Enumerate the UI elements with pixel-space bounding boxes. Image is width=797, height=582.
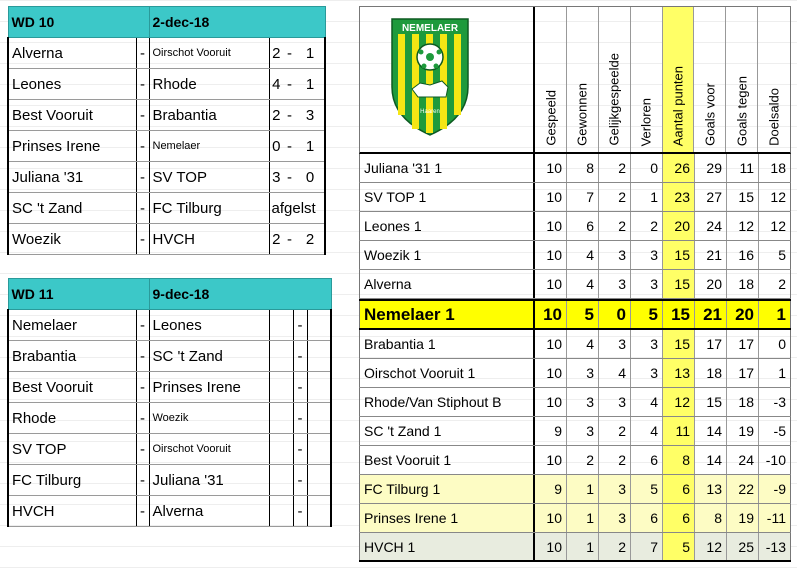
home-team: FC Tilburg: [8, 465, 136, 496]
away-team: Alverna: [149, 496, 269, 527]
away-score: 1: [296, 69, 325, 100]
stat-cell: 3: [567, 359, 599, 387]
home-score: [269, 341, 293, 372]
stat-cell: 3: [599, 475, 631, 503]
col-gewonnen: Gewonnen: [567, 7, 599, 152]
home-score: [269, 372, 293, 403]
stat-cell: 21: [695, 301, 727, 328]
stat-cell: 15: [663, 330, 695, 358]
match-row: [8, 372, 331, 403]
stat-cell: 7: [631, 533, 663, 560]
stat-cell: 1: [567, 475, 599, 503]
stat-cell: 3: [599, 504, 631, 532]
nemelaer-logo: [390, 17, 470, 137]
away-score: [307, 341, 331, 372]
standings-row: [359, 330, 791, 359]
stat-cell: 10: [535, 359, 567, 387]
dash: -: [136, 193, 149, 224]
stat-cell: 5: [663, 533, 695, 560]
team-name: Nemelaer 1: [359, 301, 535, 328]
away-score: [307, 496, 331, 527]
away-score: [307, 465, 331, 496]
dash: -: [136, 434, 149, 465]
away-team: SV TOP: [149, 162, 269, 193]
dash: -: [136, 38, 149, 69]
match-row: [8, 310, 331, 341]
stat-cell: 4: [567, 241, 599, 269]
stat-cell: 10: [535, 241, 567, 269]
stat-cell: 2: [567, 446, 599, 474]
stat-cell: 18: [727, 270, 759, 298]
team-name: SV TOP 1: [359, 183, 535, 211]
svg-text:NEMELAER: NEMELAER: [401, 23, 459, 34]
away-score: 3: [296, 100, 325, 131]
stat-cell: 11: [663, 417, 695, 445]
standings-row: [359, 212, 791, 241]
stat-cell: 17: [695, 330, 727, 358]
stat-cell: 0: [759, 330, 791, 358]
stat-cell: 2: [599, 446, 631, 474]
stat-cell: 3: [567, 417, 599, 445]
home-team: HVCH: [8, 496, 136, 527]
stat-cell: 15: [663, 301, 695, 328]
score-dash: -: [293, 372, 307, 403]
stat-cell: 1: [759, 301, 791, 328]
stat-cell: -3: [759, 388, 791, 416]
dash: -: [136, 465, 149, 496]
standings-row: [359, 533, 791, 562]
wd11-date: 9-dec-18: [149, 279, 331, 310]
stat-cell: 10: [535, 446, 567, 474]
standings-row: [359, 504, 791, 533]
away-team: Oirschot Vooruit: [149, 38, 269, 69]
standings-row: [359, 299, 791, 330]
home-team: Nemelaer: [8, 310, 136, 341]
stat-cell: 10: [535, 183, 567, 211]
stat-cell: 9: [535, 475, 567, 503]
home-score: 3: [269, 162, 283, 193]
away-score: 0: [296, 162, 325, 193]
stat-cell: 3: [631, 270, 663, 298]
standings-row: [359, 241, 791, 270]
standings-row: [359, 475, 791, 504]
stat-cell: 1: [759, 359, 791, 387]
match-row: [8, 341, 331, 372]
stat-cell: 29: [695, 154, 727, 182]
stat-cell: 19: [727, 417, 759, 445]
score-dash: -: [283, 162, 296, 193]
score-dash: -: [293, 465, 307, 496]
home-team: Leones: [8, 69, 136, 100]
stat-cell: 1: [567, 533, 599, 560]
match-note: afgelst: [269, 193, 325, 224]
stat-cell: -10: [759, 446, 791, 474]
stat-cell: -9: [759, 475, 791, 503]
stat-cell: 2: [599, 417, 631, 445]
stat-cell: 17: [727, 330, 759, 358]
team-name: Prinses Irene 1: [359, 504, 535, 532]
standings-table: [359, 6, 791, 562]
dash: -: [136, 224, 149, 255]
wd11-header: [8, 279, 331, 310]
club-logo-cell: [360, 7, 535, 152]
wd11-table: [7, 278, 332, 527]
away-score: 2: [296, 224, 325, 255]
score-dash: -: [293, 403, 307, 434]
stat-cell: 12: [695, 533, 727, 560]
stat-cell: 4: [567, 270, 599, 298]
match-row: [8, 69, 325, 100]
team-name: Woezik 1: [359, 241, 535, 269]
away-team: Leones: [149, 310, 269, 341]
stat-cell: 27: [695, 183, 727, 211]
away-score: [307, 403, 331, 434]
score-dash: -: [293, 434, 307, 465]
match-row: [8, 131, 325, 162]
home-score: [269, 403, 293, 434]
team-name: Best Vooruit 1: [359, 446, 535, 474]
stat-cell: 24: [727, 446, 759, 474]
score-dash: -: [283, 100, 296, 131]
standings-row: [359, 417, 791, 446]
stat-cell: 20: [663, 212, 695, 240]
away-team: FC Tilburg: [149, 193, 269, 224]
stat-cell: 18: [759, 154, 791, 182]
away-score: [307, 310, 331, 341]
match-row: [8, 100, 325, 131]
stat-cell: 18: [695, 359, 727, 387]
stat-cell: 0: [631, 154, 663, 182]
stat-cell: 1: [567, 504, 599, 532]
stat-cell: 4: [631, 388, 663, 416]
stat-cell: 23: [663, 183, 695, 211]
col-punten: Aantal punten: [663, 7, 695, 152]
stat-cell: 12: [663, 388, 695, 416]
stat-cell: -11: [759, 504, 791, 532]
stat-cell: 10: [535, 212, 567, 240]
away-team: Prinses Irene: [149, 372, 269, 403]
stat-cell: 5: [759, 241, 791, 269]
stat-cell: 10: [535, 154, 567, 182]
home-score: 0: [269, 131, 283, 162]
svg-text:Haaren: Haaren: [420, 109, 440, 115]
away-team: Brabantia: [149, 100, 269, 131]
home-team: Alverna: [8, 38, 136, 69]
away-score: [307, 434, 331, 465]
col-goals-voor: Goals voor: [694, 7, 726, 152]
home-team: Juliana '31: [8, 162, 136, 193]
stat-cell: 14: [695, 446, 727, 474]
score-dash: -: [293, 310, 307, 341]
match-row: [8, 224, 325, 255]
team-name: SC 't Zand 1: [359, 417, 535, 445]
wd11-title: WD 11: [8, 279, 149, 310]
standings-row: [359, 388, 791, 417]
stat-cell: 15: [727, 183, 759, 211]
stat-cell: 2: [599, 154, 631, 182]
stat-cell: 8: [663, 446, 695, 474]
dash: -: [136, 496, 149, 527]
stat-cell: 2: [631, 212, 663, 240]
stat-cell: 25: [727, 533, 759, 560]
stat-cell: 7: [567, 183, 599, 211]
col-gespeeld: Gespeeld: [535, 7, 567, 152]
stat-cell: 3: [599, 241, 631, 269]
stat-cell: 6: [663, 504, 695, 532]
score-dash: -: [293, 496, 307, 527]
team-name: FC Tilburg 1: [359, 475, 535, 503]
away-score: [307, 372, 331, 403]
wd10-title: WD 10: [8, 7, 149, 38]
stat-cell: 4: [567, 330, 599, 358]
stat-cell: 15: [663, 241, 695, 269]
stat-cell: 14: [695, 417, 727, 445]
home-score: 2: [269, 224, 283, 255]
dash: -: [136, 403, 149, 434]
score-dash: -: [283, 131, 296, 162]
stat-cell: 5: [631, 475, 663, 503]
col-verloren: Verloren: [631, 7, 663, 152]
dash: -: [136, 69, 149, 100]
stat-cell: 16: [727, 241, 759, 269]
stat-cell: 10: [535, 533, 567, 560]
home-team: Prinses Irene: [8, 131, 136, 162]
score-dash: -: [293, 341, 307, 372]
score-dash: -: [283, 38, 296, 69]
col-goals-tegen: Goals tegen: [726, 7, 758, 152]
wd10-header: [8, 7, 325, 38]
away-team: HVCH: [149, 224, 269, 255]
stat-cell: 11: [727, 154, 759, 182]
stat-cell: 6: [567, 212, 599, 240]
dash: -: [136, 100, 149, 131]
stat-cell: 6: [631, 446, 663, 474]
wd10-date: 2-dec-18: [149, 7, 325, 38]
stat-cell: 3: [631, 359, 663, 387]
stat-cell: 3: [567, 388, 599, 416]
match-row: [8, 496, 331, 527]
stat-cell: 12: [727, 212, 759, 240]
dash: -: [136, 310, 149, 341]
home-team: Best Vooruit: [8, 372, 136, 403]
away-team: Oirschot Vooruit: [149, 434, 269, 465]
team-name: Alverna: [359, 270, 535, 298]
stat-cell: 10: [535, 270, 567, 298]
match-row: [8, 38, 325, 69]
team-name: Leones 1: [359, 212, 535, 240]
stat-cell: 10: [535, 504, 567, 532]
stat-cell: 24: [695, 212, 727, 240]
home-team: Rhode: [8, 403, 136, 434]
stat-cell: 5: [567, 301, 599, 328]
away-score: 1: [296, 38, 325, 69]
away-team: SC 't Zand: [149, 341, 269, 372]
away-score: 1: [296, 131, 325, 162]
team-name: Rhode/Van Stiphout B: [359, 388, 535, 416]
stat-cell: 2: [759, 270, 791, 298]
stat-cell: 9: [535, 417, 567, 445]
score-dash: -: [283, 224, 296, 255]
stat-cell: 0: [599, 301, 631, 328]
home-team: Brabantia: [8, 341, 136, 372]
score-dash: -: [283, 69, 296, 100]
stat-cell: 13: [695, 475, 727, 503]
stat-cell: 22: [727, 475, 759, 503]
stat-cell: 2: [599, 183, 631, 211]
col-gelijk: Gelijkgespeelde: [599, 7, 631, 152]
home-score: [269, 310, 293, 341]
home-score: [269, 465, 293, 496]
home-score: 2: [269, 100, 283, 131]
standings-row: [359, 359, 791, 388]
stat-cell: 8: [695, 504, 727, 532]
home-team: SV TOP: [8, 434, 136, 465]
stat-cell: 20: [695, 270, 727, 298]
standings-row: [359, 270, 791, 299]
dash: -: [136, 341, 149, 372]
stat-cell: 10: [535, 301, 567, 328]
stat-cell: 5: [631, 301, 663, 328]
match-row: [8, 162, 325, 193]
stat-cell: -13: [759, 533, 791, 560]
stat-cell: 4: [599, 359, 631, 387]
stat-cell: 2: [599, 533, 631, 560]
col-doelsaldo: Doelsaldo: [766, 88, 782, 146]
stat-cell: 8: [567, 154, 599, 182]
stat-cell: 3: [599, 388, 631, 416]
standings-row: [359, 446, 791, 475]
stat-cell: 15: [663, 270, 695, 298]
stat-cell: -5: [759, 417, 791, 445]
team-name: Brabantia 1: [359, 330, 535, 358]
home-score: [269, 496, 293, 527]
away-team: Nemelaer: [149, 131, 269, 162]
home-score: 2: [269, 38, 283, 69]
match-row: [8, 465, 331, 496]
stat-cell: 6: [663, 475, 695, 503]
home-team: SC 't Zand: [8, 193, 136, 224]
stat-cell: 10: [535, 388, 567, 416]
team-name: Juliana '31 1: [359, 154, 535, 182]
dash: -: [136, 131, 149, 162]
standings-rows: [359, 154, 791, 562]
team-name: Oirschot Vooruit 1: [359, 359, 535, 387]
stat-cell: 3: [599, 330, 631, 358]
home-score: 4: [269, 69, 283, 100]
standings-header: [359, 6, 791, 154]
wd10-table: [7, 6, 326, 255]
stat-cell: 21: [695, 241, 727, 269]
stat-cell: 10: [535, 330, 567, 358]
dash: -: [136, 162, 149, 193]
stat-cell: 19: [727, 504, 759, 532]
stat-cell: 13: [663, 359, 695, 387]
stat-cell: 18: [727, 388, 759, 416]
standings-row: [359, 183, 791, 212]
standings-row: [359, 154, 791, 183]
home-team: Woezik: [8, 224, 136, 255]
away-team: Rhode: [149, 69, 269, 100]
stat-cell: 17: [727, 359, 759, 387]
away-team: Juliana '31: [149, 465, 269, 496]
home-team: Best Vooruit: [8, 100, 136, 131]
team-name: HVCH 1: [359, 533, 535, 560]
stat-cell: 2: [599, 212, 631, 240]
home-score: [269, 434, 293, 465]
dash: -: [136, 372, 149, 403]
match-row: [8, 434, 331, 465]
stat-cell: 1: [631, 183, 663, 211]
match-row: [8, 403, 331, 434]
stat-cell: 3: [631, 330, 663, 358]
stat-cell: 6: [631, 504, 663, 532]
stat-cell: 12: [759, 212, 791, 240]
stat-cell: 26: [663, 154, 695, 182]
stat-cell: 3: [599, 270, 631, 298]
stat-cell: 4: [631, 417, 663, 445]
stat-cell: 20: [727, 301, 759, 328]
match-row: [8, 193, 325, 224]
stat-cell: 15: [695, 388, 727, 416]
away-team: Woezik: [149, 403, 269, 434]
stat-cell: 12: [759, 183, 791, 211]
stat-cell: 3: [631, 241, 663, 269]
